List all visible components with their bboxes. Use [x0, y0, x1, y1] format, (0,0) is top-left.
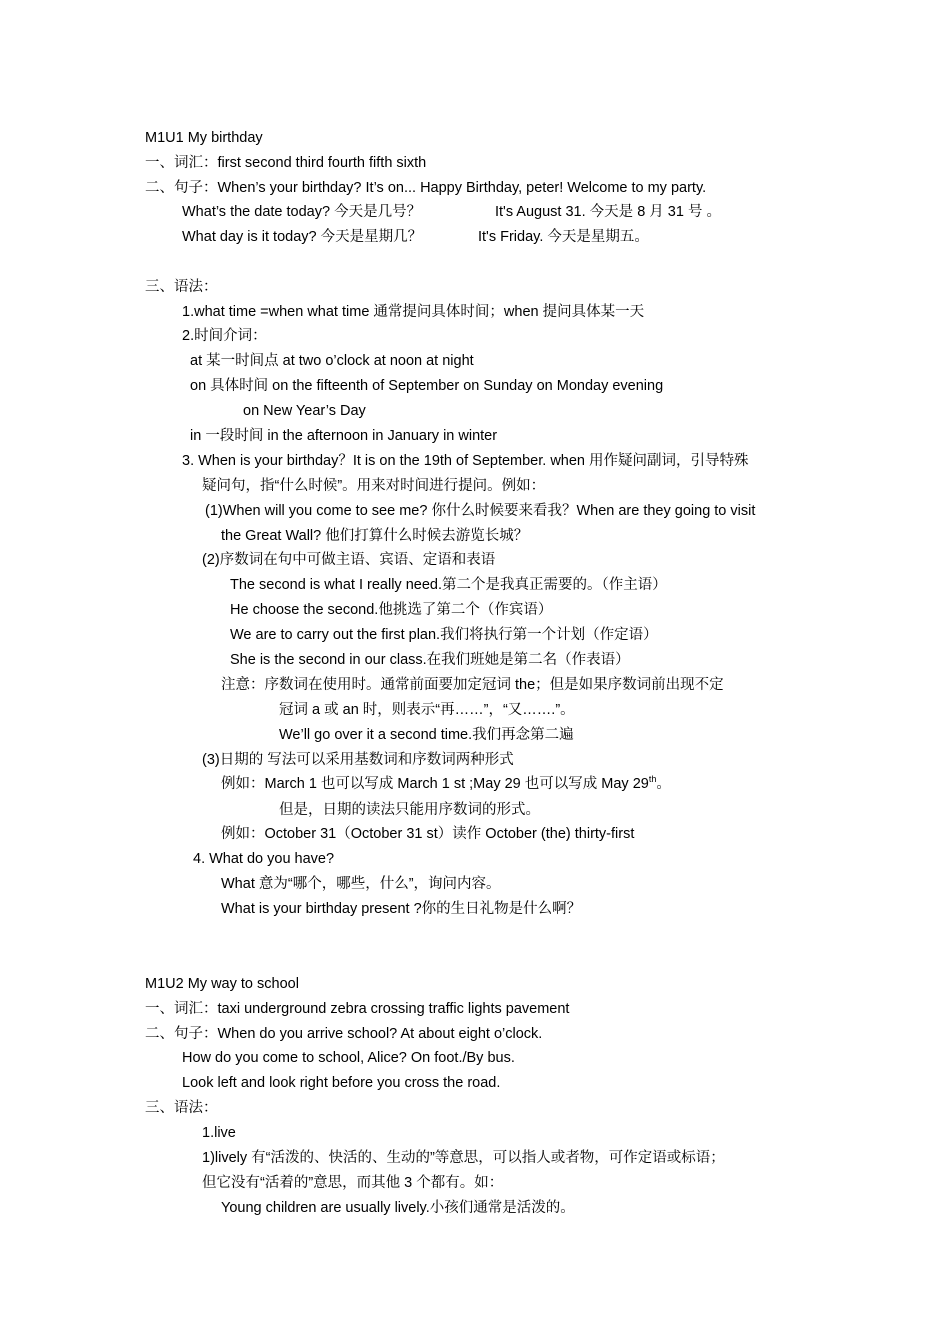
unit1-date-example-1 — [221, 775, 671, 793]
unit1-date-answer: It's August 31. 今天是 8 月 31 号 。 — [495, 204, 721, 220]
unit1-prep-in: in 一段时间 in the afternoon in January in winter — [190, 428, 498, 444]
unit1-grammar-2: 2.时间介词： — [182, 328, 267, 344]
unit2-grammar-1a: 1)lively 有“活泼的、快活的、生动的”等意思，可以指人或者物，可作定语或标语； — [202, 1150, 725, 1166]
unit1-grammar-4a: What 意为“哪个，哪些，什么”，询问内容。 — [221, 876, 501, 892]
unit1-note-3: We’ll go over it a second time.我们再念第二遍 — [279, 727, 574, 743]
unit1-day-question: What day is it today? 今天是星期几？ — [182, 229, 423, 245]
unit2-sentences-head: 二、句子：When do you arrive school? At about eight o’clock. — [145, 1026, 543, 1042]
unit1-prep-on: on 具体时间 on the fifteenth of September on Sunday on Monday evening — [190, 378, 664, 394]
unit2-grammar-1: 1.live — [202, 1125, 236, 1141]
unit1-example-2c: We are to carry out the first plan.我们将执行第一个计划（作定语） — [230, 627, 658, 643]
unit1-date-question: What’s the date today? 今天是几号？ — [182, 204, 422, 220]
unit1-grammar-4: 4. What do you have? — [193, 851, 335, 867]
unit1-title: M1U1 My birthday — [145, 130, 263, 146]
ordinal-suffix: th — [648, 774, 657, 785]
unit2-grammar-1b: 但它没有“活着的”意思，而其他 3 个都有。如： — [202, 1175, 504, 1191]
unit1-prep-on-2: on New Year’s Day — [243, 403, 366, 419]
unit1-date-example-3: 例如：October 31（October 31 st）读作 October (the) thirty-first — [221, 826, 635, 842]
unit2-grammar-1c: Young children are usually lively.小孩们通常是活泼的。 — [221, 1200, 575, 1216]
unit1-example-2b: He choose the second.他挑选了第二个（作宾语） — [230, 602, 553, 618]
unit1-example-1b: the Great Wall? 他们打算什么时候去游览长城？ — [221, 528, 529, 544]
date-example-text: 例如：March 1 也可以写成 March 1 st ;May 29 也可以写成 May 29 — [221, 776, 649, 792]
unit1-date-example-2: 但是，日期的读法只能用序数词的形式。 — [279, 802, 540, 818]
unit1-grammar-3-2: (2)序数词在句中可做主语、宾语、定语和表语 — [202, 552, 496, 568]
unit1-example-1a: (1)When will you come to see me? 你什么时候要来看我？When are they going to visit — [205, 503, 756, 519]
unit1-grammar-3-3: (3)日期的 写法可以采用基数词和序数词两种形式 — [202, 752, 514, 768]
unit2-sentence-2: How do you come to school, Alice? On foot./By bus. — [182, 1050, 515, 1066]
unit1-grammar-head: 三、语法： — [145, 279, 218, 295]
unit1-sentences-head: 二、句子：When’s your birthday? It’s on... Happy Birthday, peter! Welcome to my party. — [145, 180, 707, 196]
unit2-grammar-head: 三、语法： — [145, 1100, 218, 1116]
unit1-note-1: 注意：序数词在使用时。通常前面要加定冠词 the；但是如果序数词前出现不定 — [221, 677, 724, 693]
unit2-title: M1U2 My way to school — [145, 976, 299, 992]
unit1-prep-at: at 某一时间点 at two o’clock at noon at night — [190, 353, 474, 369]
unit2-vocab: 一、词汇：taxi underground zebra crossing traffic lights pavement — [145, 1001, 570, 1017]
date-example-tail: 。 — [656, 776, 671, 792]
unit1-grammar-3-line1: 3. When is your birthday？It is on the 19th of September. when 用作疑问副词，引导特殊 — [182, 453, 749, 469]
unit2-sentence-3: Look left and look right before you cross the road. — [182, 1075, 501, 1091]
unit1-grammar-3-line2: 疑问句，指“什么时候”。用来对时间进行提问。例如： — [202, 478, 546, 494]
unit1-example-2a: The second is what I really need.第二个是我真正需要的。（作主语） — [230, 577, 667, 593]
unit1-example-2d: She is the second in our class.在我们班她是第二名（作表语） — [230, 652, 630, 668]
unit1-grammar-4b: What is your birthday present ?你的生日礼物是什么啊？ — [221, 901, 582, 917]
unit1-note-2: 冠词 a 或 an 时，则表示“再……”，“又…….”。 — [279, 702, 575, 718]
unit1-grammar-1: 1.what time =when what time 通常提问具体时间；when 提问具体某一天 — [182, 304, 645, 320]
unit1-day-answer: It's Friday. 今天是星期五。 — [478, 229, 649, 245]
unit1-vocab: 一、词汇：first second third fourth fifth sixth — [145, 155, 427, 171]
